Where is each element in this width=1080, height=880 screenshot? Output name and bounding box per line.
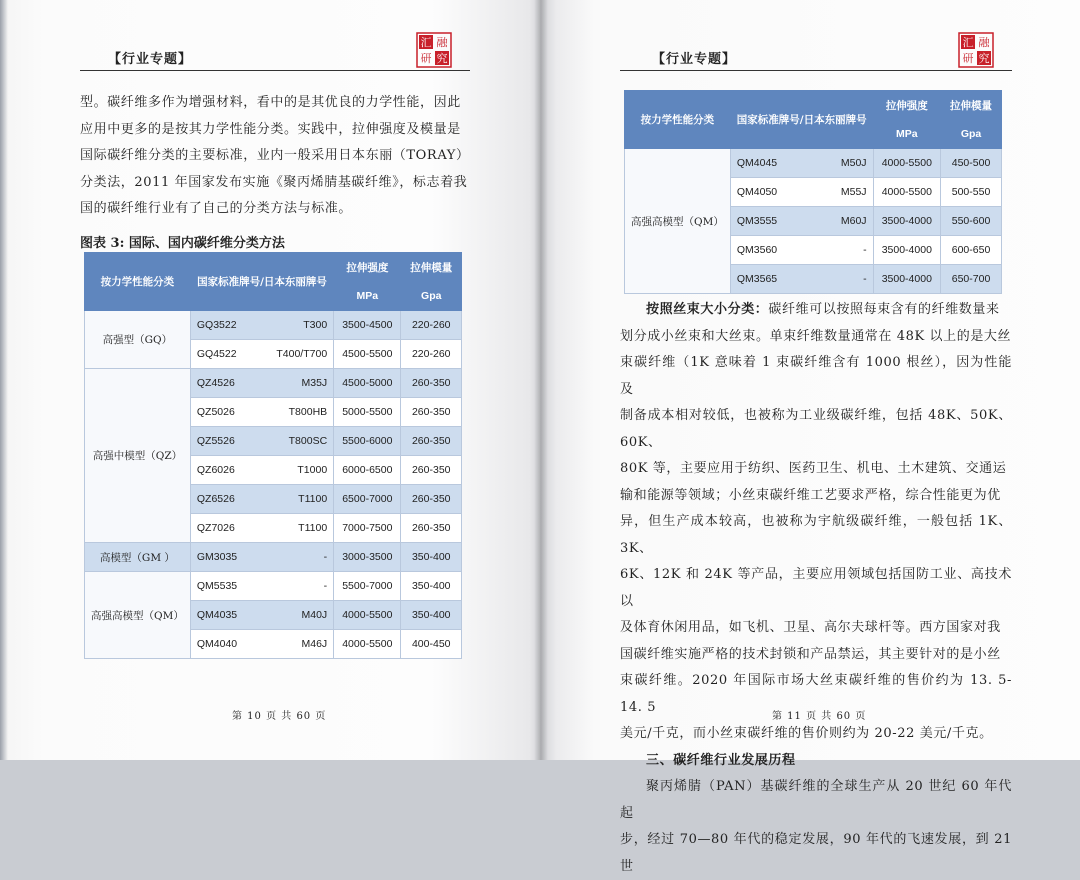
para-line: 美元/千克，而小丝束碳纤维的售价则约为 20-22 美元/千克。 <box>620 726 993 741</box>
para-line: 国的碳纤维行业有了自己的分类方法与标准。 <box>80 201 353 216</box>
group-label: 高强高模型（QM） <box>85 572 191 659</box>
svg-text:汇: 汇 <box>420 36 432 49</box>
toray-code: M40J <box>301 609 328 621</box>
para-line: 国际碳纤维分类的主要标准，业内一般采用日本东丽（TORAY） <box>80 148 470 163</box>
modulus-value: 400-450 <box>401 630 462 659</box>
right-header-title: 【行业专题】 <box>652 52 737 67</box>
strength-value: 4500-5000 <box>334 369 401 398</box>
svg-text:究: 究 <box>978 52 990 65</box>
group-label: 高强高模型（QM） <box>625 149 731 294</box>
national-code: QM4040 <box>196 638 238 650</box>
strength-value: 3500-4000 <box>873 236 941 265</box>
para-line: 6K、12K 和 24K 等产品，主要应用领域包括国防工业、高技术以 <box>620 567 1012 609</box>
th-strength: 拉伸强度 <box>334 253 401 282</box>
modulus-value: 220-260 <box>401 311 462 340</box>
toray-code: M55J <box>840 186 867 198</box>
strength-value: 7000-7500 <box>334 514 401 543</box>
table-row <box>85 369 462 398</box>
strength-value: 4000-5500 <box>873 178 941 207</box>
para-line: 国碳纤维实施严格的技术封锁和产品禁运，其主要针对的是小丝 <box>620 646 1001 662</box>
national-code: QM3560 <box>736 244 778 256</box>
left-header-rule <box>80 70 470 71</box>
para-line: 束碳纤维（1K 意味着 1 束碳纤维含有 1000 根丝），因为性能及 <box>620 355 1012 397</box>
right-page-number: 第 11 页 共 60 页 <box>772 711 867 722</box>
modulus-value: 260-350 <box>401 514 462 543</box>
left-header-title: 【行业专题】 <box>108 52 193 67</box>
th-strength-unit: MPa <box>334 282 401 311</box>
modulus-value: 650-700 <box>941 265 1002 294</box>
toray-code: T1100 <box>298 522 328 534</box>
modulus-value: 550-600 <box>941 207 1002 236</box>
modulus-value: 350-400 <box>401 572 462 601</box>
toray-code: T400/T700 <box>276 348 328 360</box>
national-code: QZ7026 <box>196 522 235 534</box>
group-label: 高模型（GM ） <box>85 543 191 572</box>
lead-bold: 按照丝束大小分类： <box>646 302 769 317</box>
modulus-value: 450-500 <box>941 149 1002 178</box>
national-code: QM5535 <box>196 580 238 592</box>
strength-value: 4500-5500 <box>334 340 401 369</box>
national-code: QZ4526 <box>196 377 235 389</box>
strength-value: 6000-6500 <box>334 456 401 485</box>
th-brand: 国家标准牌号/日本东丽牌号 <box>190 253 333 311</box>
national-code: GQ4522 <box>196 348 237 360</box>
section-heading: 三、碳纤维行业发展历程 <box>646 752 796 768</box>
svg-text:研: 研 <box>962 52 974 65</box>
toray-code: M35J <box>301 377 328 389</box>
strength-value: 5500-7000 <box>334 572 401 601</box>
left-page <box>0 0 540 760</box>
toray-code: T300 <box>303 319 328 331</box>
th-category: 按力学性能分类 <box>85 253 191 311</box>
svg-text:融: 融 <box>978 36 990 49</box>
national-code: QZ5026 <box>196 406 235 418</box>
figure-caption: 图表 3: 国际、国内碳纤维分类方法 <box>80 236 285 251</box>
strength-value: 3500-4000 <box>873 207 941 236</box>
strength-value: 4000-5500 <box>334 601 401 630</box>
toray-code: M60J <box>840 215 867 227</box>
table-row <box>625 149 1002 178</box>
modulus-value: 260-350 <box>401 369 462 398</box>
national-code: QM3555 <box>736 215 778 227</box>
para-line: 80K 等，主要应用于纺织、医药卫生、机电、土木建筑、交通运 <box>620 461 1007 476</box>
para-line: 束碳纤维。2020 年国际市场大丝束碳纤维的售价约为 13. 5-14. 5 <box>620 673 1012 715</box>
strength-value: 5500-6000 <box>334 427 401 456</box>
national-code: QM3565 <box>736 273 778 285</box>
toray-code: - <box>863 273 867 285</box>
svg-text:融: 融 <box>436 36 448 49</box>
modulus-value: 500-550 <box>941 178 1002 207</box>
group-label: 高强型（GQ） <box>85 311 191 369</box>
modulus-value: 600-650 <box>941 236 1002 265</box>
para-line: 输和能源等领域；小丝束碳纤维工艺要求严格，综合性能更为优 <box>620 487 1001 503</box>
seal-icon <box>958 32 994 68</box>
toray-code: - <box>863 244 867 256</box>
th-strength: 拉伸强度 <box>873 91 941 120</box>
left-page-number: 第 10 页 共 60 页 <box>232 711 327 722</box>
th-modulus: 拉伸模量 <box>941 91 1002 120</box>
th-brand: 国家标准牌号/日本东丽牌号 <box>730 91 873 149</box>
national-code: QZ5526 <box>196 435 235 447</box>
group-label: 高强中模型（QZ） <box>85 369 191 543</box>
svg-text:研: 研 <box>420 52 432 65</box>
modulus-value: 260-350 <box>401 456 462 485</box>
toray-code: T800HB <box>288 406 328 418</box>
book-gutter <box>534 0 548 760</box>
table-row <box>85 572 462 601</box>
classification-table <box>84 252 462 659</box>
national-code: QZ6526 <box>196 493 235 505</box>
para-line: 制备成本相对较低，也被称为工业级碳纤维，包括 48K、50K、60K、 <box>620 408 1012 450</box>
national-code: QZ6026 <box>196 464 235 476</box>
logo-seal <box>416 32 452 68</box>
para-line: 应用中更多的是按其力学性能分类。实践中，拉伸强度及模量是 <box>80 121 461 137</box>
modulus-value: 260-350 <box>401 427 462 456</box>
modulus-value: 260-350 <box>401 485 462 514</box>
logo-seal <box>958 32 994 68</box>
para-line: 划分成小丝束和大丝束。单束纤维数量通常在 48K 以上的是大丝 <box>620 328 1012 344</box>
right-paragraph <box>620 297 1012 880</box>
th-category: 按力学性能分类 <box>625 91 731 149</box>
strength-value: 3000-3500 <box>334 543 401 572</box>
para-line: 步，经过 70—80 年代的稳定发展，90 年代的飞速发展，到 21 世 <box>620 832 1012 874</box>
th-modulus-unit: Gpa <box>401 282 462 311</box>
national-code: QM4050 <box>736 186 778 198</box>
para-line: 分类法，2011 年国家发布实施《聚丙烯腈基碳纤维》，标志着我 <box>80 174 468 190</box>
strength-value: 5000-5500 <box>334 398 401 427</box>
page-edge <box>0 0 8 760</box>
table-row <box>85 311 462 340</box>
classification-table-continued <box>624 90 1002 294</box>
modulus-value: 350-400 <box>401 601 462 630</box>
toray-code: M50J <box>840 157 867 169</box>
th-strength-unit: MPa <box>873 120 941 149</box>
strength-value: 4000-5500 <box>873 149 941 178</box>
toray-code: T800SC <box>288 435 328 447</box>
seal-icon <box>416 32 452 68</box>
national-code: GM3035 <box>196 551 238 563</box>
strength-value: 3500-4500 <box>334 311 401 340</box>
left-paragraph <box>80 90 470 223</box>
th-modulus: 拉伸模量 <box>401 253 462 282</box>
strength-value: 3500-4000 <box>873 265 941 294</box>
para-line: 碳纤维可以按照每束含有的纤维数量来 <box>768 302 1000 317</box>
toray-code: - <box>323 551 328 563</box>
toray-code: - <box>323 580 328 592</box>
toray-code: M46J <box>301 638 328 650</box>
svg-text:汇: 汇 <box>962 36 974 49</box>
toray-code: T1100 <box>298 493 328 505</box>
strength-value: 6500-7000 <box>334 485 401 514</box>
para-line: 聚丙烯腈（PAN）基碳纤维的全球生产从 20 世纪 60 年代起 <box>620 779 1012 821</box>
para-line: 型。碳纤维多作为增强材料，看中的是其优良的力学性能，因此 <box>80 95 461 110</box>
national-code: GQ3522 <box>196 319 237 331</box>
para-line: 及体育休闲用品，如飞机、卫星、高尔夫球杆等。西方国家对我 <box>620 620 1001 635</box>
modulus-value: 350-400 <box>401 543 462 572</box>
toray-code: T1000 <box>297 464 328 476</box>
svg-text:究: 究 <box>436 52 448 65</box>
table-row <box>85 543 462 572</box>
right-page <box>540 0 1080 874</box>
strength-value: 4000-5500 <box>334 630 401 659</box>
th-modulus-unit: Gpa <box>941 120 1002 149</box>
right-header-rule <box>620 70 1012 71</box>
national-code: QM4035 <box>196 609 238 621</box>
national-code: QM4045 <box>736 157 778 169</box>
modulus-value: 260-350 <box>401 398 462 427</box>
modulus-value: 220-260 <box>401 340 462 369</box>
para-line: 异，但生产成本较高，也被称为宇航级碳纤维，一般包括 1K、3K、 <box>620 514 1012 556</box>
